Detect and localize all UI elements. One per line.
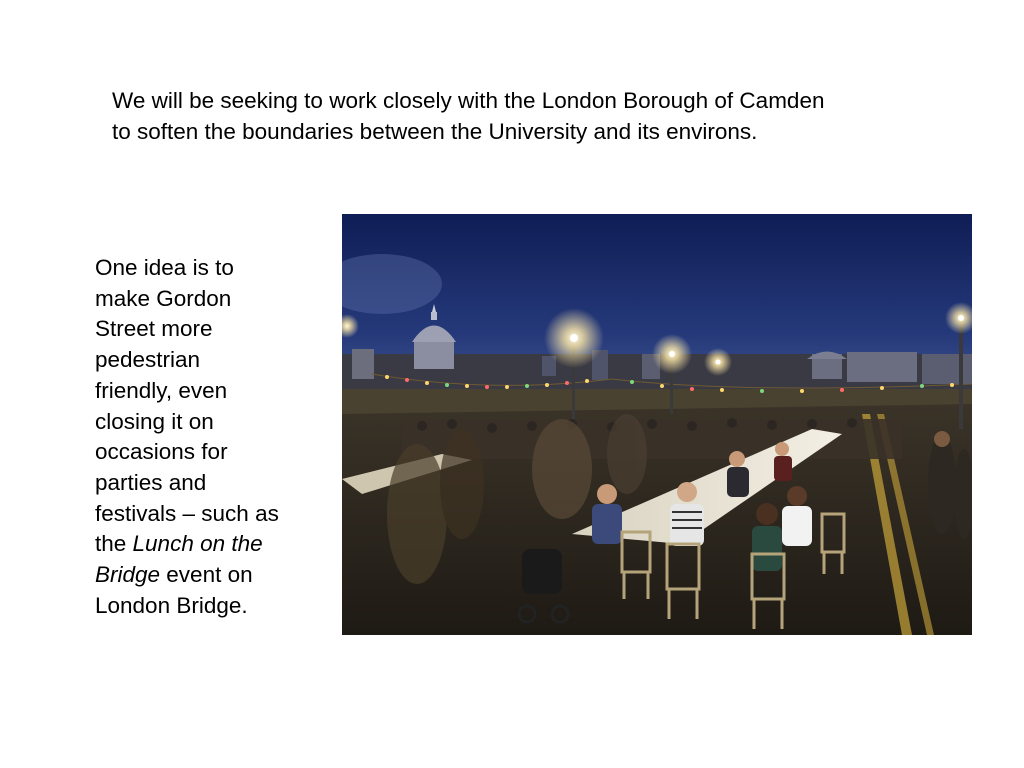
side-line-11 xyxy=(95,560,320,591)
intro-line-2: to soften the boundaries between the University and its environs. xyxy=(112,119,758,144)
lunch-on-bridge-photo xyxy=(342,214,972,635)
side-paragraph xyxy=(95,253,320,621)
side-line-11-suffix: event on xyxy=(160,562,253,588)
side-line-8: parties and xyxy=(95,469,207,495)
photo-illustration xyxy=(342,214,972,635)
side-line-6: closing it on xyxy=(95,408,214,434)
event-name-part-2: Bridge xyxy=(95,562,161,588)
side-line-10 xyxy=(95,529,320,560)
side-line-3: Street more xyxy=(95,316,213,342)
side-line-12: London Bridge. xyxy=(95,592,248,618)
side-line-4: pedestrian xyxy=(95,347,201,373)
side-line-7: occasions for xyxy=(95,439,228,465)
side-line-9: festivals – such as xyxy=(95,500,279,526)
side-line-1: One idea is to xyxy=(95,255,234,280)
intro-line-1: We will be seeking to work closely with the London Borough of Camden xyxy=(112,88,825,113)
side-line-5: friendly, even xyxy=(95,377,228,403)
side-line-2: make Gordon xyxy=(95,285,232,311)
event-name-part-1: Lunch on the xyxy=(132,531,263,557)
side-line-10-prefix: the xyxy=(95,531,133,557)
intro-paragraph xyxy=(112,85,942,147)
